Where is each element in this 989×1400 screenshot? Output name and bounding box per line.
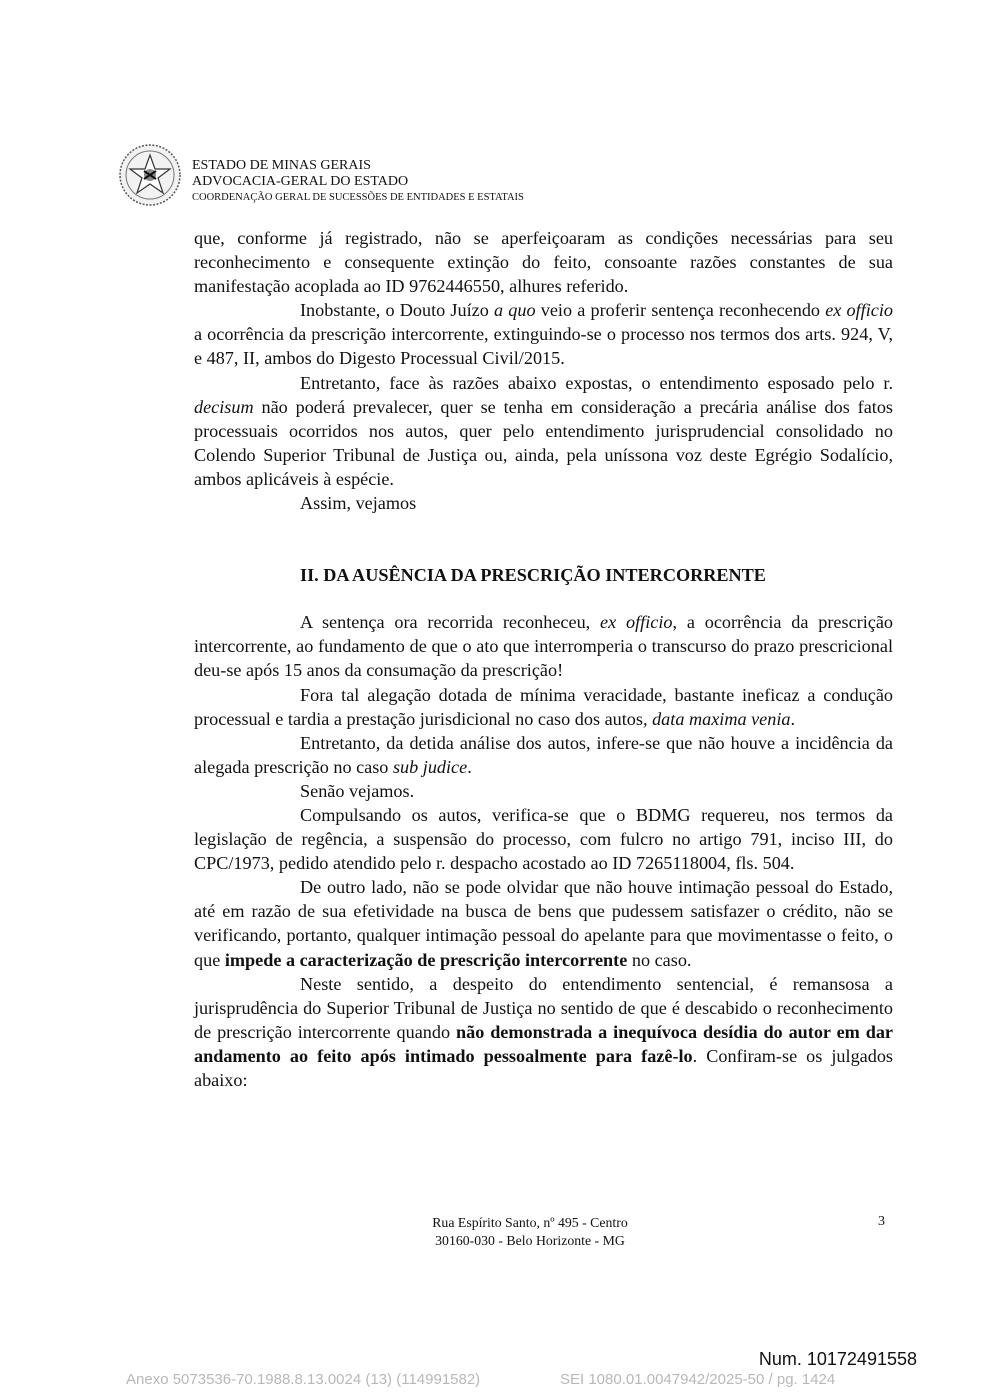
- annex-reference: Anexo 5073536-70.1988.8.13.0024 (13) (114991582): [126, 1371, 481, 1388]
- paragraph-5: A sentença ora recorrida reconheceu, ex officio, a ocorrência da prescrição intercorrente, ao fundamento de que o ato que interromperia o transcurso do prazo prescricional deu-se após 15 anos da consumação da prescrição!: [194, 612, 893, 681]
- document-body: [194, 226, 893, 1092]
- letterhead: [118, 143, 718, 213]
- letterhead-text: [192, 158, 524, 206]
- paragraph-8: Senão vejamos.: [300, 780, 415, 801]
- paragraph-10: De outro lado, não se pode olvidar que não houve intimação pessoal do Estado, até em razão de sua efetividade na busca de bens que pudessem satisfazer o crédito, não se verificando, portanto, qualquer intimação pessoal do apelante para que movimentasse o feito, o que impede a caracterização de prescrição intercorrente no caso.: [194, 877, 893, 970]
- paragraph-6: Fora tal alegação dotada de mínima veracidade, bastante ineficaz a condução processual e tardia a prestação jurisdicional no caso dos autos, data maxima venia.: [194, 684, 893, 729]
- coat-of-arms-icon: [118, 143, 182, 207]
- paragraph-9: Compulsando os autos, verifica-se que o BDMG requereu, nos termos da legislação de regência, a suspensão do processo, com fulcro no artigo 791, inciso III, do CPC/1973, pedido atendido pelo r. despacho acostado ao ID 7265118004, fls. 504.: [194, 804, 893, 874]
- section-heading: II. DA AUSÊNCIA DA PRESCRIÇÃO INTERCORRENTE: [300, 565, 766, 586]
- paragraph-4: Assim, vejamos: [300, 493, 417, 514]
- state-name: ESTADO DE MINAS GERAIS: [192, 158, 371, 173]
- paragraph-1: que, conforme já registrado, não se aperfeiçoaram as condições necessárias para seu reconhecimento e consequente extinção do feito, consoante razões constantes de sua manifestação acoplada ao ID 9762446550, alhures referido.: [194, 228, 893, 297]
- paragraph-3: Entretanto, face às razões abaixo expostas, o entendimento esposado pelo r. decisum não poderá prevalecer, quer se tenha em consideração a precária análise dos fatos processuais ocorridos nos autos, quer pelo entendimento jurisprudencial consolidado no Colendo Superior Tribunal de Justiça ou, ainda, pela uníssona voz deste Egrégio Sodalício, ambos aplicáveis à espécie.: [194, 372, 893, 489]
- page-number: 3: [878, 1214, 885, 1229]
- footer-address: [380, 1214, 680, 1250]
- department-name: COORDENAÇÃO GERAL DE SUCESSÕES DE ENTIDADES E ESTATAIS: [192, 192, 524, 203]
- address-line-1: Rua Espírito Santo, nº 495 - Centro: [432, 1215, 628, 1230]
- address-line-2: 30160-030 - Belo Horizonte - MG: [435, 1233, 625, 1248]
- paragraph-11: Neste sentido, a despeito do entendimento sentencial, é remansosa a jurisprudência do Superior Tribunal de Justiça no sentido de que é descabido o reconhecimento de prescrição intercorrente quando não demonstrada a inequívoca desídia do autor em dar andamento ao feito após intimado pessoalmente para fazê-lo. Confiram-se os julgados abaixo:: [194, 973, 893, 1090]
- document-number: Num. 10172491558: [758, 1349, 917, 1369]
- paragraph-7: Entretanto, da detida análise dos autos, infere-se que não houve a incidência da alegada prescrição no caso sub judice.: [194, 732, 893, 777]
- agency-name: ADVOCACIA-GERAL DO ESTADO: [192, 174, 409, 189]
- sei-reference: SEI 1080.01.0047942/2025-50 / pg. 1424: [560, 1371, 836, 1388]
- paragraph-2: Inobstante, o Douto Juízo a quo veio a proferir sentença reconhecendo ex officio a ocorrência da prescrição intercorrente, extinguindo-se o processo nos termos dos arts. 924, V, e 487, II, ambos do Digesto Processual Civil/2015.: [194, 300, 894, 369]
